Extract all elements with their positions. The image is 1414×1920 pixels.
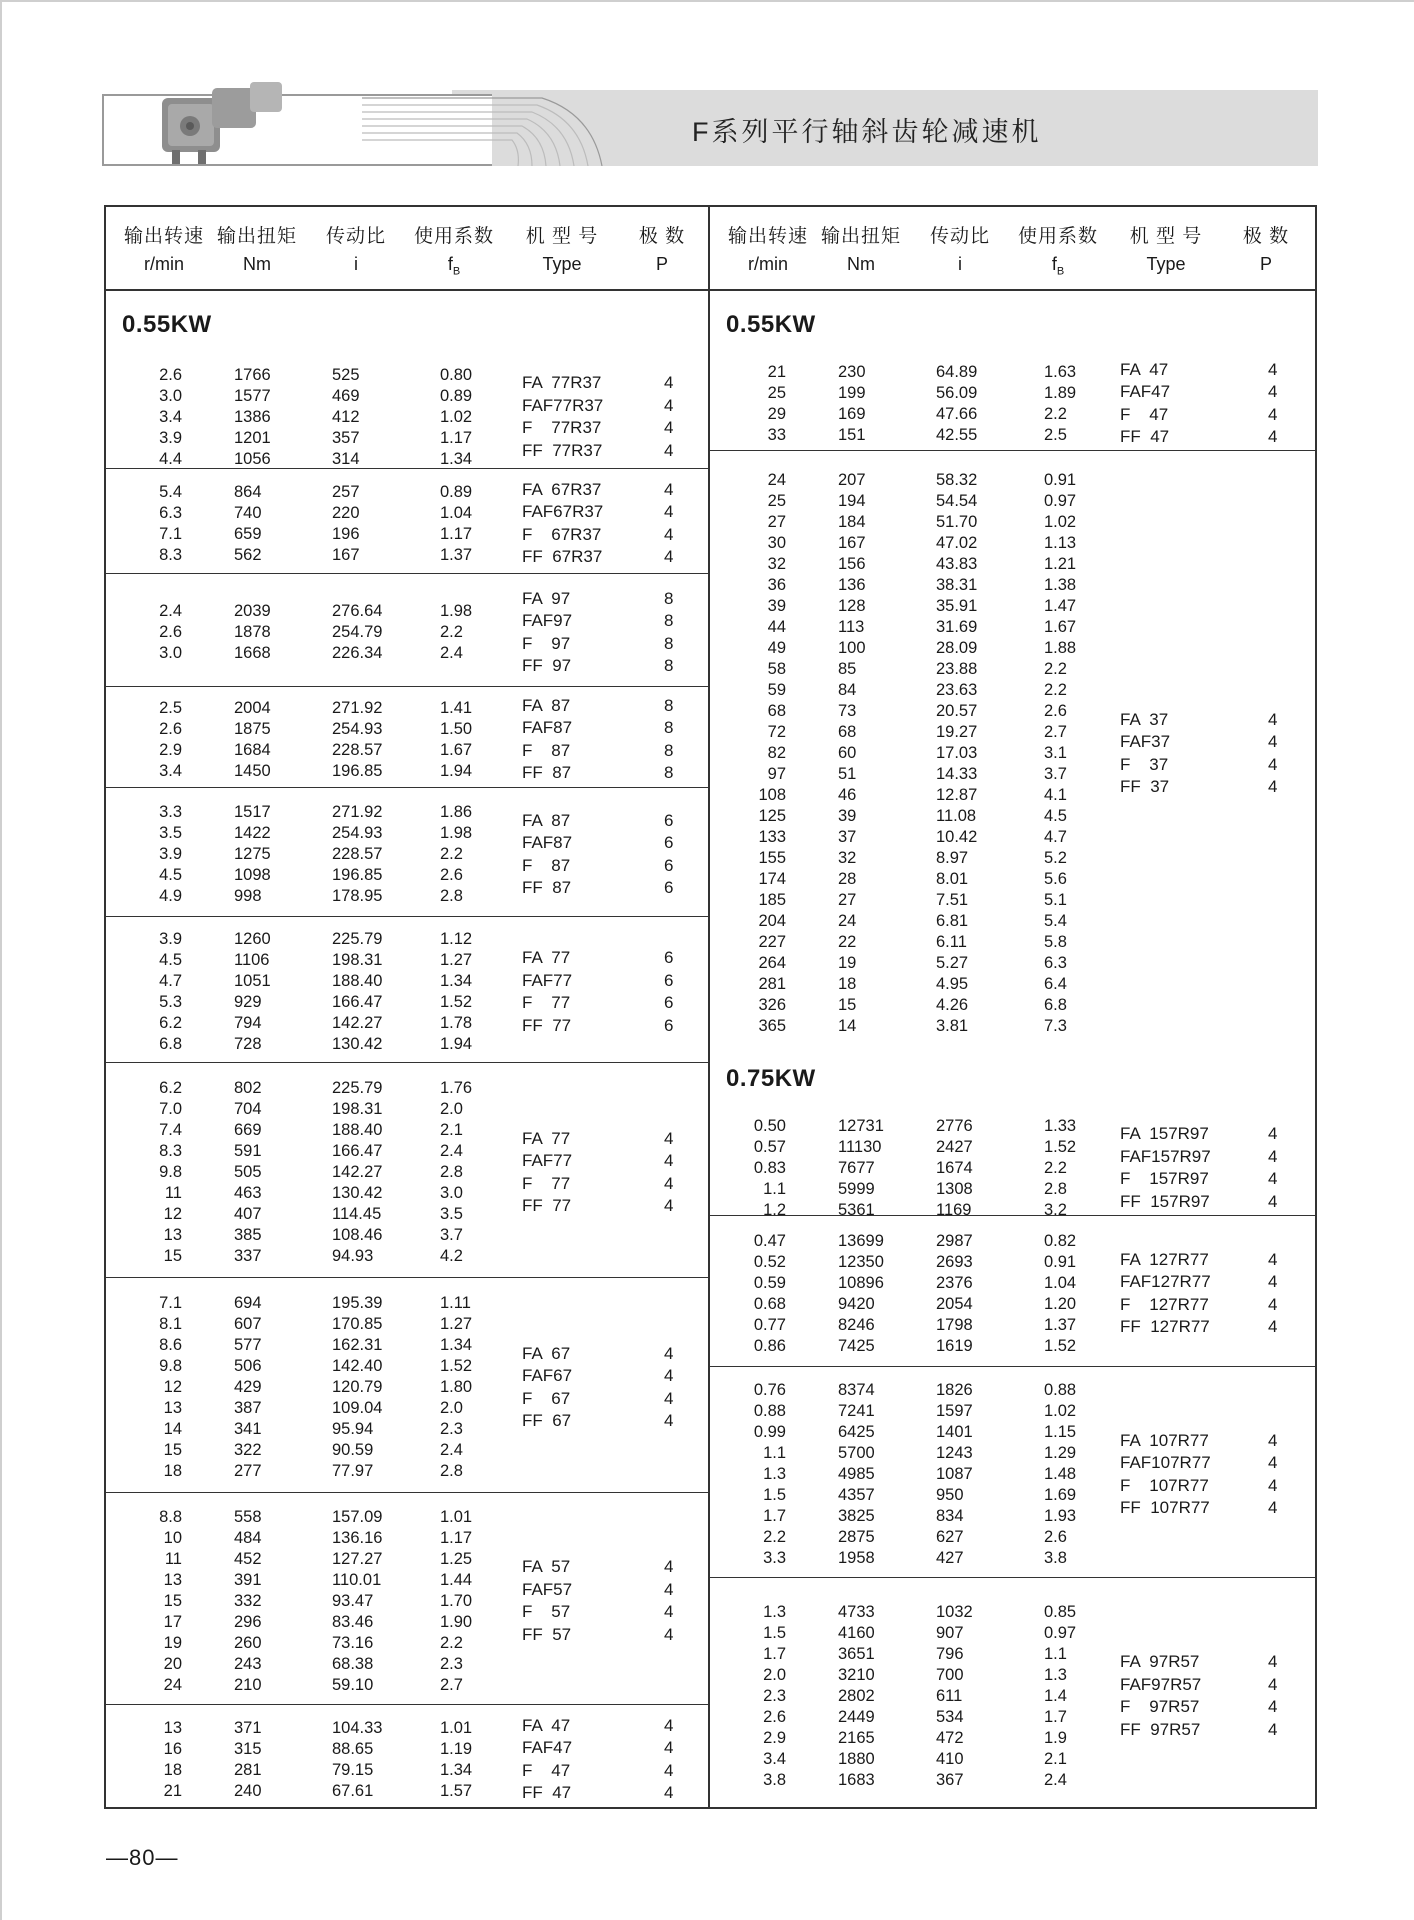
header-label: 输出转速 bbox=[123, 226, 204, 247]
output-torque-column: 864 740 659 562 bbox=[234, 482, 262, 564]
ratio-column: 195.39 170.85 162.31 142.40 120.79 109.04 95.94 90.59 77.97 bbox=[332, 1294, 383, 1480]
output-torque-column: 1260 1106 1051 929 794 728 bbox=[234, 930, 271, 1053]
model-type-list: FA 47 FAF47 F 47 FF 47 bbox=[522, 1715, 573, 1802]
output-speed-column: 21 25 29 33 bbox=[767, 362, 786, 444]
header-label: 使用系数 bbox=[1017, 226, 1098, 247]
header-label: 机 型 号 bbox=[1129, 226, 1203, 247]
pole-count-list: 4 4 4 4 bbox=[664, 1715, 674, 1802]
header-label: 机 型 号 bbox=[525, 226, 599, 247]
service-factor-column: 0.80 0.89 1.02 1.17 1.34 bbox=[440, 365, 473, 468]
model-type-list: FA 37 FAF37 F 37 FF 37 bbox=[1120, 709, 1171, 796]
spec-group bbox=[710, 1577, 1315, 1810]
model-type-list: FA 77 FAF77 F 77 FF 77 bbox=[522, 948, 573, 1035]
service-factor-column: 0.88 1.02 1.15 1.29 1.48 1.69 1.93 2.6 3.8 bbox=[1044, 1381, 1077, 1567]
header-unit: P bbox=[655, 254, 668, 274]
output-torque-column: 2004 1875 1684 1450 bbox=[234, 698, 271, 780]
spec-group bbox=[710, 450, 1315, 1052]
model-type-list: FA 157R97 FAF157R97 F 157R97 FF 157R97 bbox=[1120, 1124, 1211, 1211]
output-torque-column: 230 199 169 151 bbox=[838, 362, 866, 444]
output-speed-column: 13 16 18 21 bbox=[163, 1718, 182, 1800]
header-unit-sub: B bbox=[452, 265, 461, 278]
header-label: 传动比 bbox=[929, 226, 990, 247]
header-unit-sub: B bbox=[1056, 265, 1065, 278]
ratio-column: 271.92 254.93 228.57 196.85 bbox=[332, 698, 383, 780]
ratio-column: 257 220 196 167 bbox=[332, 482, 360, 564]
power-label-0.75kw: 0.75KW bbox=[726, 1065, 816, 1092]
output-speed-column: 0.50 0.57 0.83 1.1 1.2 bbox=[753, 1116, 786, 1219]
header-stripes bbox=[352, 94, 612, 166]
service-factor-column: 0.82 0.91 1.04 1.20 1.37 1.52 bbox=[1044, 1231, 1077, 1355]
output-torque-column: 1517 1422 1275 1098 998 bbox=[234, 803, 271, 905]
model-type-list: FA 87 FAF87 F 87 FF 87 bbox=[522, 695, 573, 782]
service-factor-column: 1.98 2.2 2.4 bbox=[440, 602, 473, 662]
pole-count-list: 4 4 4 4 bbox=[664, 479, 674, 566]
ratio-column: 64.89 56.09 47.66 42.55 bbox=[936, 362, 978, 444]
pole-count-list: 6 6 6 6 bbox=[664, 810, 674, 897]
spec-group bbox=[106, 1062, 708, 1278]
ratio-column: 157.09 136.16 127.27 110.01 93.47 83.46 73.16 68.38 59.10 bbox=[332, 1507, 383, 1694]
spec-group bbox=[106, 916, 708, 1063]
output-torque-column: 8374 7241 6425 5700 4985 4357 3825 2875 1958 bbox=[838, 1381, 875, 1567]
pole-count-list: 4 4 4 4 bbox=[1268, 1430, 1278, 1517]
header-label: 输出扭矩 bbox=[216, 226, 297, 247]
output-torque-column: 694 607 577 506 429 387 341 322 277 bbox=[234, 1294, 262, 1480]
pole-count-list: 4 4 4 4 bbox=[1268, 1249, 1278, 1336]
spec-group bbox=[106, 1277, 708, 1493]
service-factor-column: 1.41 1.50 1.67 1.94 bbox=[440, 698, 473, 780]
service-factor-column: 0.89 1.04 1.17 1.37 bbox=[440, 482, 473, 564]
model-type-list: FA 47 FAF47 F 47 FF 47 bbox=[1120, 359, 1171, 446]
header-unit: Nm bbox=[847, 254, 875, 274]
output-speed-column: 8.8 10 11 13 15 17 19 20 24 bbox=[159, 1507, 182, 1694]
page-header bbox=[102, 88, 1318, 168]
left-table-header bbox=[106, 207, 708, 291]
service-factor-column: 0.85 0.97 1.1 1.3 1.4 1.7 1.9 2.1 2.4 bbox=[1044, 1602, 1077, 1789]
gear-reducer-image bbox=[152, 70, 292, 170]
service-factor-column: 1.63 1.89 2.2 2.5 bbox=[1044, 362, 1077, 444]
output-speed-column: 2.5 2.6 2.9 3.4 bbox=[159, 698, 182, 780]
header-label: 输出扭矩 bbox=[820, 226, 901, 247]
output-speed-column: 7.1 8.1 8.6 9.8 12 13 14 15 18 bbox=[159, 1294, 182, 1480]
output-speed-column: 6.2 7.0 7.4 8.3 9.8 11 12 13 15 bbox=[159, 1079, 182, 1265]
model-type-list: FA 97 FAF97 F 97 FF 97 bbox=[522, 588, 573, 675]
pole-count-list: 8 8 8 8 bbox=[664, 588, 674, 675]
ratio-column: 271.92 254.93 228.57 196.85 178.95 bbox=[332, 803, 383, 905]
service-factor-column: 1.33 1.52 2.2 2.8 3.2 bbox=[1044, 1116, 1077, 1219]
pole-count-list: 4 4 4 4 bbox=[664, 373, 674, 460]
output-torque-column: 4733 4160 3651 3210 2802 2449 2165 1880 1683 bbox=[838, 1602, 875, 1789]
ratio-column: 58.32 54.54 51.70 47.02 43.83 38.31 35.91 31.69 28.09 23.88 23.63 20.57 19.27 17.03 14.33 12.87 11.08 10.42 8.97 8.01 7.51 6.81 6.11 5.27 4.95 4.26 3.81 bbox=[936, 471, 978, 1035]
output-speed-column: 2.4 2.6 3.0 bbox=[159, 602, 182, 662]
pole-count-list: 4 4 4 4 bbox=[664, 1343, 674, 1430]
model-type-list: FA 67 FAF67 F 67 FF 67 bbox=[522, 1343, 573, 1430]
header-unit: i bbox=[958, 254, 962, 274]
page-number: —80— bbox=[106, 1845, 179, 1870]
spec-group bbox=[106, 787, 708, 917]
power-label-0.55kw-right: 0.55KW bbox=[726, 311, 816, 338]
model-type-list: FA 57 FAF57 F 57 FF 57 bbox=[522, 1557, 573, 1644]
output-torque-column: 207 194 184 167 156 136 128 113 100 85 84 73 68 60 51 46 39 37 32 28 27 24 22 19 18 15 14 bbox=[838, 471, 866, 1035]
ratio-column: 2987 2693 2376 2054 1798 1619 bbox=[936, 1231, 973, 1355]
output-torque-column: 1766 1577 1386 1201 1056 bbox=[234, 365, 271, 468]
header-unit: r/min bbox=[144, 254, 184, 274]
model-type-list: FA 77 FAF77 F 77 FF 77 bbox=[522, 1128, 573, 1215]
service-factor-column: 0.91 0.97 1.02 1.13 1.21 1.38 1.47 1.67 1.88 2.2 2.2 2.6 2.7 3.1 3.7 4.1 4.5 4.7 5.2 5.6 5.1 5.4 5.8 6.3 6.4 6.8 7.3 bbox=[1044, 471, 1077, 1035]
spec-group bbox=[106, 686, 708, 788]
page-title: F系列平行轴斜齿轮减速机 bbox=[692, 117, 1042, 147]
output-torque-column: 371 315 281 240 bbox=[234, 1718, 262, 1800]
spec-group bbox=[710, 341, 1315, 450]
header-unit: $f_B$ bbox=[447, 254, 461, 278]
header-unit: Type bbox=[1146, 254, 1186, 274]
model-type-list: FA 77R37 FAF77R37 F 77R37 FF 77R37 bbox=[522, 373, 604, 460]
ratio-column: 104.33 88.65 79.15 67.61 bbox=[332, 1718, 383, 1800]
pole-count-list: 4 4 4 4 bbox=[1268, 1652, 1278, 1739]
ratio-column: 276.64 254.79 226.34 bbox=[332, 602, 383, 662]
output-torque-column: 12731 11130 7677 5999 5361 bbox=[838, 1116, 884, 1219]
header-label: 极 数 bbox=[1242, 226, 1290, 247]
ratio-column: 525 469 412 357 314 bbox=[332, 365, 360, 468]
ratio-column: 225.79 198.31 188.40 166.47 142.27 130.42 114.45 108.46 94.93 bbox=[332, 1079, 383, 1265]
output-speed-column: 1.3 1.5 1.7 2.0 2.3 2.6 2.9 3.4 3.8 bbox=[763, 1602, 786, 1789]
output-torque-column: 2039 1878 1668 bbox=[234, 602, 271, 662]
spec-group bbox=[710, 1215, 1315, 1367]
spec-group bbox=[106, 573, 708, 687]
model-type-list: FA 87 FAF87 F 87 FF 87 bbox=[522, 810, 573, 897]
pole-count-list: 4 4 4 4 bbox=[1268, 359, 1278, 446]
spec-group bbox=[106, 1492, 708, 1705]
service-factor-column: 1.11 1.27 1.34 1.52 1.80 2.0 2.3 2.4 2.8 bbox=[440, 1294, 473, 1480]
header-unit: P bbox=[1259, 254, 1272, 274]
spec-group bbox=[106, 1704, 708, 1810]
service-factor-column: 1.76 2.0 2.1 2.4 2.8 3.0 3.5 3.7 4.2 bbox=[440, 1079, 473, 1265]
output-speed-column: 0.47 0.52 0.59 0.68 0.77 0.86 bbox=[753, 1231, 786, 1355]
header-label: 极 数 bbox=[638, 226, 686, 247]
header-label: 传动比 bbox=[325, 226, 386, 247]
ratio-column: 2776 2427 1674 1308 1169 bbox=[936, 1116, 973, 1219]
header-unit: i bbox=[354, 254, 358, 274]
pole-count-list: 8 8 8 8 bbox=[664, 695, 674, 782]
header-unit: $f_B$ bbox=[1051, 254, 1065, 278]
ratio-column: 1032 907 796 700 611 534 472 410 367 bbox=[936, 1602, 973, 1789]
output-speed-column: 24 25 27 30 32 36 39 44 49 58 59 68 72 82 97 108 125 133 155 174 185 204 227 264 281 326 365 bbox=[758, 471, 786, 1035]
header-label: 输出转速 bbox=[727, 226, 808, 247]
output-speed-column: 3.3 3.5 3.9 4.5 4.9 bbox=[159, 803, 182, 905]
output-torque-column: 802 704 669 591 505 463 407 385 337 bbox=[234, 1079, 262, 1265]
pole-count-list: 6 6 6 6 bbox=[664, 948, 674, 1035]
service-factor-column: 1.01 1.17 1.25 1.44 1.70 1.90 2.2 2.3 2.7 bbox=[440, 1507, 473, 1694]
right-table-header bbox=[710, 207, 1315, 291]
header-unit: Nm bbox=[243, 254, 271, 274]
output-torque-column: 558 484 452 391 332 296 260 243 210 bbox=[234, 1507, 262, 1694]
header-unit: Type bbox=[542, 254, 582, 274]
ratio-column: 225.79 198.31 188.40 166.47 142.27 130.42 bbox=[332, 930, 383, 1053]
header-label: 使用系数 bbox=[413, 226, 494, 247]
ratio-column: 1826 1597 1401 1243 1087 950 834 627 427 bbox=[936, 1381, 973, 1567]
output-speed-column: 0.76 0.88 0.99 1.1 1.3 1.5 1.7 2.2 3.3 bbox=[753, 1381, 786, 1567]
service-factor-column: 1.01 1.19 1.34 1.57 bbox=[440, 1718, 473, 1800]
pole-count-list: 4 4 4 4 bbox=[664, 1557, 674, 1644]
model-type-list: FA 127R77 FAF127R77 F 127R77 FF 127R77 bbox=[1120, 1249, 1211, 1336]
output-speed-column: 3.9 4.5 4.7 5.3 6.2 6.8 bbox=[159, 930, 182, 1053]
output-speed-column: 2.6 3.0 3.4 3.9 4.4 bbox=[159, 365, 182, 468]
right-table bbox=[710, 205, 1317, 1809]
pole-count-list: 4 4 4 4 bbox=[1268, 1124, 1278, 1211]
left-table bbox=[104, 205, 710, 1809]
power-label-0.55kw: 0.55KW bbox=[122, 311, 212, 338]
service-factor-column: 1.12 1.27 1.34 1.52 1.78 1.94 bbox=[440, 930, 473, 1053]
output-torque-column: 13699 12350 10896 9420 8246 7425 bbox=[838, 1231, 884, 1355]
pole-count-list: 4 4 4 4 bbox=[1268, 709, 1278, 796]
model-type-list: FA 107R77 FAF107R77 F 107R77 FF 107R77 bbox=[1120, 1430, 1211, 1517]
pole-count-list: 4 4 4 4 bbox=[664, 1128, 674, 1215]
header-unit: r/min bbox=[748, 254, 788, 274]
service-factor-column: 1.86 1.98 2.2 2.6 2.8 bbox=[440, 803, 473, 905]
spec-group bbox=[106, 468, 708, 574]
output-speed-column: 5.4 6.3 7.1 8.3 bbox=[159, 482, 182, 564]
model-type-list: FA 67R37 FAF67R37 F 67R37 FF 67R37 bbox=[522, 479, 604, 566]
model-type-list: FA 97R57 FAF97R57 F 97R57 FF 97R57 bbox=[1120, 1652, 1202, 1739]
spec-group bbox=[710, 1366, 1315, 1578]
spec-group bbox=[106, 341, 708, 477]
